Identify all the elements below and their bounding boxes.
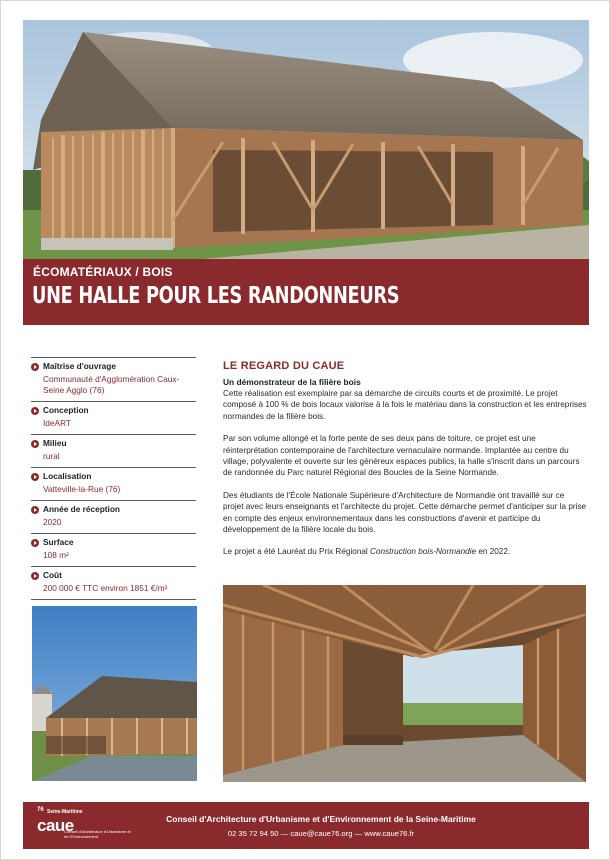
contact-line: 02 35 72 94 50 — caue@caue76.org — www.caue76.fr (227, 829, 415, 838)
fact-label: Maîtrise d'ouvrage (43, 361, 116, 371)
bullet-arrow-icon (31, 440, 39, 448)
footer (23, 802, 589, 849)
bullet-arrow-icon (31, 363, 39, 371)
bullet-arrow-icon (31, 473, 39, 481)
main-article (223, 360, 587, 569)
logo-subtitle: Conseil d'Architecture d'Urbanisme et de l'Environnement (64, 829, 131, 839)
section-heading: LE REGARD DU CAUE (223, 360, 345, 372)
fact-milieu (31, 434, 196, 467)
logo-wordmark: caue (37, 816, 74, 835)
fact-label: Année de réception (43, 504, 120, 514)
fact-label: Localisation (43, 471, 92, 481)
award-suffix: en 2022. (476, 547, 511, 557)
bullet-arrow-icon (31, 407, 39, 415)
fact-conception (31, 401, 196, 434)
fact-label: Milieu (43, 438, 67, 448)
fact-label: Surface (43, 537, 74, 547)
caue-logo (37, 807, 137, 845)
award-prefix: Le projet a été Lauréat du Prix Régional (223, 547, 371, 557)
title-band (23, 259, 589, 325)
organization-name: Conseil d'Architecture d'Urbanisme et d'Environnement de la Seine-Maritime (166, 814, 476, 824)
fact-value: 108 m² (43, 550, 69, 560)
paragraph: Cette réalisation est exemplaire par sa démarche de circuits courts et de proximité. Le projet composé à 100 % de bois locaux valorise à la fois le matériau dans la construction et les entreprises normandes de la filière bois. (223, 389, 587, 421)
page-title: UNE HALLE POUR LES RANDONNEURS (32, 283, 400, 309)
exterior-photo (32, 606, 197, 781)
logo-number: 76 (37, 807, 44, 813)
fact-annee-reception (31, 500, 196, 533)
hero-photo (23, 20, 589, 259)
fact-value: IdeART (43, 418, 71, 428)
section-subheading: Un démonstrateur de la filière bois (223, 377, 361, 387)
fact-value: rural (43, 451, 60, 461)
category-label: ÉCOMATÉRIAUX / BOIS (33, 265, 173, 279)
fact-surface (31, 533, 196, 566)
fact-localisation (31, 467, 196, 500)
fact-value: 200 000 € TTC environ 1851 €/m² (43, 583, 168, 593)
project-facts (31, 357, 196, 600)
fact-value: Vatteville-la-Rue (76) (43, 484, 121, 494)
bullet-arrow-icon (31, 506, 39, 514)
award-name: Construction bois-Normandie (370, 547, 477, 557)
fact-value: 2020 (43, 517, 62, 527)
fact-cout (31, 566, 196, 600)
award-paragraph (223, 546, 587, 557)
bullet-arrow-icon (31, 539, 39, 547)
fact-value: Communauté d'Agglomération Caux-Seine Agglo (76) (43, 374, 180, 395)
bullet-arrow-icon (31, 572, 39, 580)
interior-photo (223, 585, 586, 782)
fact-maitrise-ouvrage (31, 357, 196, 401)
fact-label: Conception (43, 405, 89, 415)
logo-department: Seine-Maritime (47, 809, 83, 815)
paragraph: Des étudiants de l'École Nationale Supérieure d'Architecture de Normandie ont travaillé sur ce projet avec leurs enseignants et l'architecte du projet. Cette démarche permet d'anticiper sur la prise en compte des enjeux environnementaux dans les constructions d'avenir et participe du développement de la filière locale du bois. (223, 490, 587, 535)
paragraph: Par son volume allongé et la forte pente de ses deux pans de toiture, ce projet est une réinterprétation contemporaine de l'architecture vernaculaire normande. Implantée au centre du village, polyvalente et ouverte sur les généreux espaces publics, la halle s'inscrit dans un parcours de randonnée du Parc naturel Régional des Boucles de la Seine Normande. (223, 434, 580, 478)
fact-label: Coût (43, 570, 62, 580)
